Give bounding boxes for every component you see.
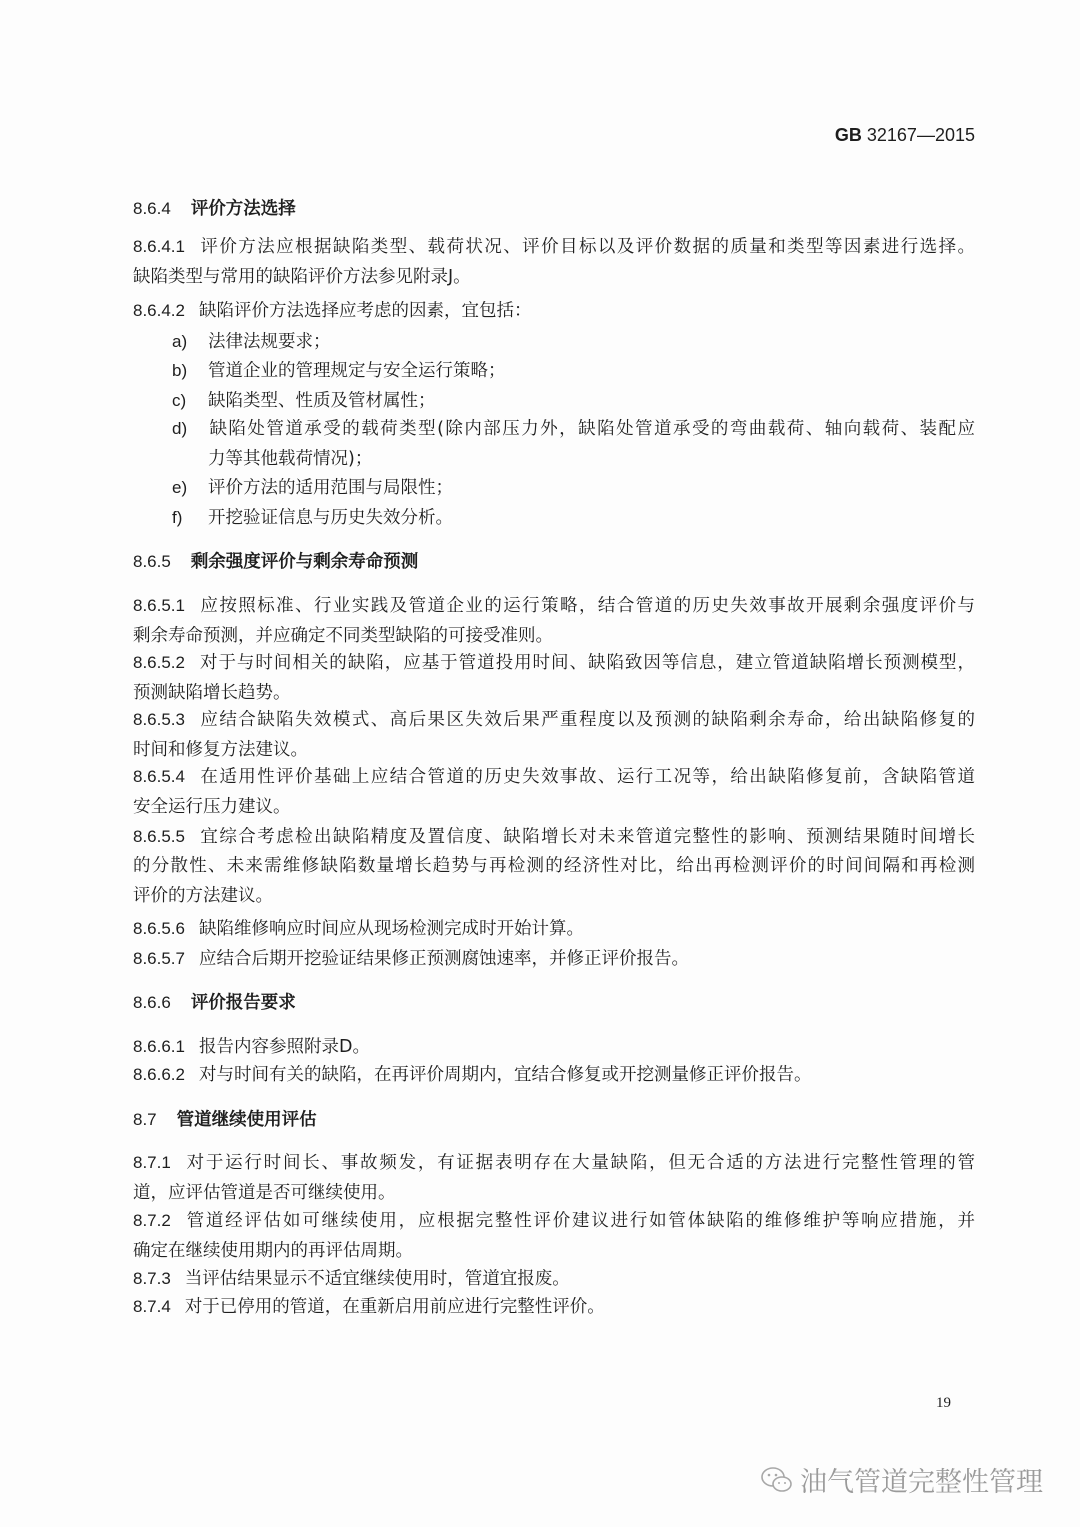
paragraph-line xyxy=(133,1180,975,1206)
paragraph-line xyxy=(133,234,975,260)
paragraph-line xyxy=(133,764,975,790)
clause-number: 8.7.1 xyxy=(133,1153,171,1172)
paragraph-line xyxy=(133,1294,975,1320)
standard-prefix: GB xyxy=(834,125,862,145)
clause-text: 对于运行时间长、事故频发，有证据表明存在大量缺陷，但无合适的方法进行完整性管理的管 xyxy=(184,1153,975,1173)
paragraph-line xyxy=(133,916,975,942)
clause-number: 8.6.5.1 xyxy=(133,596,185,615)
list-item-text: 评价方法的适用范围与局限性； xyxy=(208,478,453,498)
section-heading xyxy=(133,1107,975,1133)
paragraph-line xyxy=(133,946,975,972)
paragraph-line xyxy=(133,853,975,879)
clause-text: 在适用性评价基础上应结合管道的历史失效事故、运行工况等，给出缺陷修复前，含缺陷管道 xyxy=(199,767,975,787)
list-item-text: 管道企业的管理规定与安全运行策略； xyxy=(208,361,506,381)
clause-text: 应结合缺陷失效模式、高后果区失效后果严重程度以及预测的缺陷剩余寿命，给出缺陷修复的 xyxy=(199,710,975,730)
clause-text: 缺陷维修响应时间应从现场检测完成时开始计算。 xyxy=(199,919,584,939)
paragraph-line xyxy=(133,264,975,290)
list-item-line xyxy=(208,446,975,472)
paragraph-line xyxy=(133,824,975,850)
clause-number: 8.6.4.1 xyxy=(133,237,185,256)
paragraph-line xyxy=(133,1266,975,1292)
clause-text: 报告内容参照附录D。 xyxy=(199,1037,370,1057)
clause-number: 8.6.5.3 xyxy=(133,710,185,729)
paragraph-line xyxy=(133,593,975,619)
list-item-text: 开挖验证信息与历史失效分析。 xyxy=(208,508,453,528)
clause-text: 预测缺陷增长趋势。 xyxy=(133,683,291,703)
clause-text: 应按照标准、行业实践及管道企业的运行策略，结合管道的历史失效事故开展剩余强度评价与 xyxy=(199,596,975,616)
paragraph-line xyxy=(133,1034,975,1060)
clause-text: 时间和修复方法建议。 xyxy=(133,740,308,760)
paragraph-line xyxy=(133,298,975,324)
list-item-text: 缺陷类型、性质及管材属性； xyxy=(208,391,436,411)
clause-text: 缺陷类型与常用的缺陷评价方法参见附录J。 xyxy=(133,267,471,287)
list-item-line xyxy=(172,329,975,355)
section-heading xyxy=(133,990,975,1016)
clause-text: 安全运行压力建议。 xyxy=(133,797,291,817)
section-heading xyxy=(133,196,975,222)
clause-number: 8.6.5.2 xyxy=(133,653,185,672)
clause-text: 应结合后期开挖验证结果修正预测腐蚀速率，并修正评价报告。 xyxy=(199,949,689,969)
list-item-line xyxy=(172,388,975,414)
clause-number: 8.6.5.6 xyxy=(133,919,185,938)
list-item-marker: a) xyxy=(172,332,188,351)
standard-number: 32167—2015 xyxy=(866,125,975,145)
clause-number: 8.7.3 xyxy=(133,1269,171,1288)
clause-number: 8.6.5.7 xyxy=(133,949,185,968)
clause-text: 对于已停用的管道，在重新启用前应进行完整性评价。 xyxy=(184,1297,605,1317)
clause-text: 当评估结果显示不适宜继续使用时，管道宜报废。 xyxy=(184,1269,570,1289)
section-number: 8.6.5 xyxy=(133,552,171,571)
standard-number-header xyxy=(835,125,975,146)
watermark xyxy=(760,1460,1043,1499)
clause-text: 确定在继续使用期内的再评估周期。 xyxy=(133,1241,413,1261)
list-item-text: 缺陷处管道承受的载荷类型(除内部压力外，缺陷处管道承受的弯曲载荷、轴向载荷、装配应 xyxy=(208,419,975,439)
section-title: 评价报告要求 xyxy=(190,993,296,1013)
list-item-text: 力等其他载荷情况)； xyxy=(208,449,373,469)
clause-number: 8.6.5.4 xyxy=(133,767,185,786)
clause-number: 8.6.6.2 xyxy=(133,1065,185,1084)
clause-number: 8.7.4 xyxy=(133,1297,171,1316)
wechat-icon xyxy=(760,1465,794,1495)
section-number: 8.6.4 xyxy=(133,199,171,218)
list-item-text: 法律法规要求； xyxy=(208,332,331,352)
paragraph-line xyxy=(133,1238,975,1264)
section-number: 8.6.6 xyxy=(133,993,171,1012)
clause-text: 评价方法应根据缺陷类型、载荷状况、评价目标以及评价数据的质量和类型等因素进行选择。 xyxy=(199,237,975,257)
section-number: 8.7 xyxy=(133,1110,157,1129)
list-item-marker: f) xyxy=(172,508,183,527)
paragraph-line xyxy=(133,1208,975,1234)
clause-text: 对于与时间相关的缺陷，应基于管道投用时间、缺陷致因等信息，建立管道缺陷增长预测模型， xyxy=(199,653,975,673)
paragraph-line xyxy=(133,883,975,909)
page-number: 19 xyxy=(936,1395,951,1411)
clause-number: 8.6.4.2 xyxy=(133,301,185,320)
clause-text: 管道经评估如可继续使用，应根据完整性评价建议进行如管体缺陷的维修维护等响应措施，并 xyxy=(184,1211,975,1231)
clause-number: 8.7.2 xyxy=(133,1211,171,1230)
paragraph-line xyxy=(133,650,975,676)
section-title: 剩余强度评价与剩余寿命预测 xyxy=(190,552,419,572)
list-item-line xyxy=(172,475,975,501)
list-item-marker: b) xyxy=(172,361,188,380)
section-title: 评价方法选择 xyxy=(190,199,296,219)
section-title: 管道继续使用评估 xyxy=(176,1110,317,1130)
clause-text: 缺陷评价方法选择应考虑的因素，宜包括： xyxy=(199,301,532,321)
clause-text: 评价的方法建议。 xyxy=(133,886,273,906)
clause-text: 宜综合考虑检出缺陷精度及置信度、缺陷增长对未来管道完整性的影响、预测结果随时间增长 xyxy=(199,827,975,847)
list-item-marker: e) xyxy=(172,478,188,497)
clause-text: 的分散性、未来需维修缺陷数量增长趋势与再检测的经济性对比，给出再检测评价的时间间隔和再检测 xyxy=(133,856,975,876)
list-item-marker: c) xyxy=(172,391,187,410)
clause-text: 对与时间有关的缺陷，在再评价周期内，宜结合修复或开挖测量修正评价报告。 xyxy=(199,1065,812,1085)
clause-text: 道，应评估管道是否可继续使用。 xyxy=(133,1183,396,1203)
paragraph-line xyxy=(133,623,975,649)
list-item-line xyxy=(172,505,975,531)
paragraph-line xyxy=(133,1150,975,1176)
clause-number: 8.6.5.5 xyxy=(133,827,185,846)
paragraph-line xyxy=(133,1062,975,1088)
list-item-marker: d) xyxy=(172,419,188,438)
paragraph-line xyxy=(133,680,975,706)
watermark-text: 油气管道完整性管理 xyxy=(800,1467,1043,1498)
paragraph-line xyxy=(133,737,975,763)
clause-text: 剩余寿命预测，并应确定不同类型缺陷的可接受准则。 xyxy=(133,626,553,646)
list-item-line xyxy=(172,416,975,442)
paragraph-line xyxy=(133,794,975,820)
list-item-line xyxy=(172,358,975,384)
section-heading xyxy=(133,549,975,575)
paragraph-line xyxy=(133,707,975,733)
clause-number: 8.6.6.1 xyxy=(133,1037,185,1056)
